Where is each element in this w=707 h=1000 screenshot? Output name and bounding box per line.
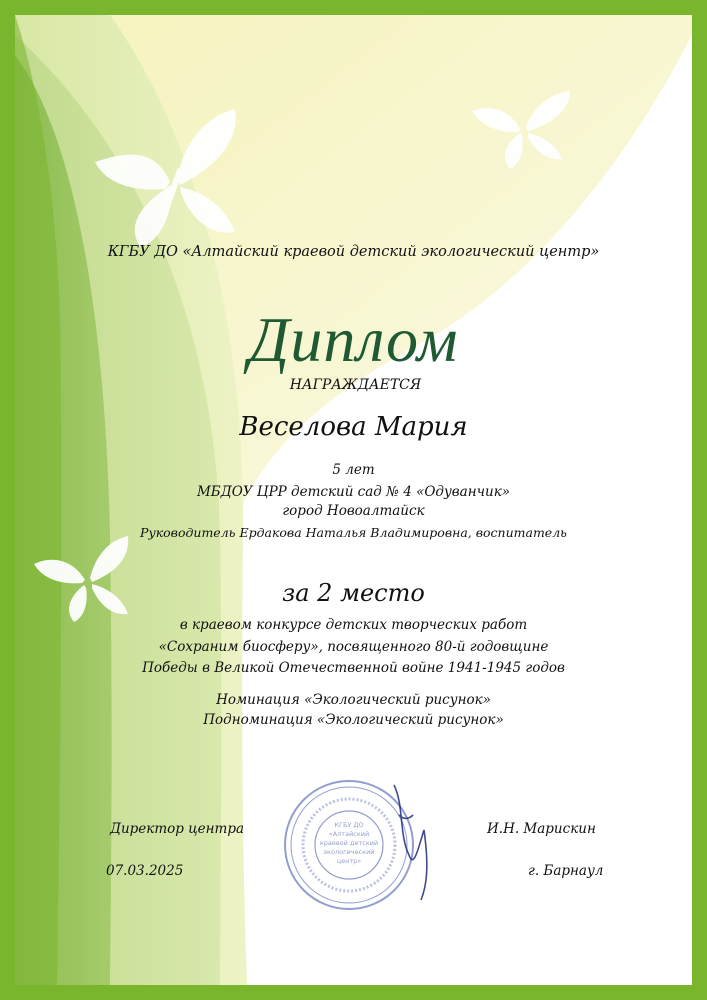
official-stamp [279, 775, 459, 915]
stamp-line: центр» [336, 857, 362, 865]
butterfly-top-right-icon [470, 87, 580, 177]
competition-line: «Сохраним биосферу», посвященного 80-й годовщине [158, 639, 549, 655]
organization-name: КГБУ ДО «Алтайский краевой детский экологический центр» [107, 244, 600, 260]
recipient-city: город Новоалтайск [282, 503, 425, 519]
recipient-name: Веселова Мария [239, 412, 468, 442]
award-place: за 2 место [282, 579, 425, 607]
issue-city: г. Барнаул [528, 863, 604, 879]
recipient-age: 5 лет [332, 462, 375, 478]
butterfly-large-icon [85, 107, 265, 267]
issue-date: 07.03.2025 [106, 863, 184, 879]
director-name: И.Н. Марискин [487, 821, 596, 837]
recipient-institution: МБДОУ ЦРР детский сад № 4 «Одуванчик» [196, 484, 511, 500]
subnomination: Подноминация «Экологический рисунок» [203, 712, 504, 728]
competition-line: в краевом конкурсе детских творческих работ [179, 617, 528, 633]
nomination: Номинация «Экологический рисунок» [216, 692, 491, 708]
diploma-sheet [15, 15, 692, 985]
stamp-line: краевой детский [319, 839, 379, 847]
director-label: Директор центра [110, 821, 245, 837]
stamp-line: экологический [323, 848, 375, 856]
stamp-line: «Алтайский [328, 830, 370, 838]
supervisor-line: Руководитель Ердакова Наталья Владимировна, воспитатель [140, 525, 567, 540]
awarded-label: НАГРАЖДАЕТСЯ [289, 377, 422, 393]
competition-line: Победы в Великой Отечественной войне 1941-1945 годов [142, 660, 565, 676]
signature-mark [394, 785, 427, 900]
diploma-title: Диплом [248, 304, 459, 375]
stamp-line: КГБУ ДО [334, 821, 364, 829]
